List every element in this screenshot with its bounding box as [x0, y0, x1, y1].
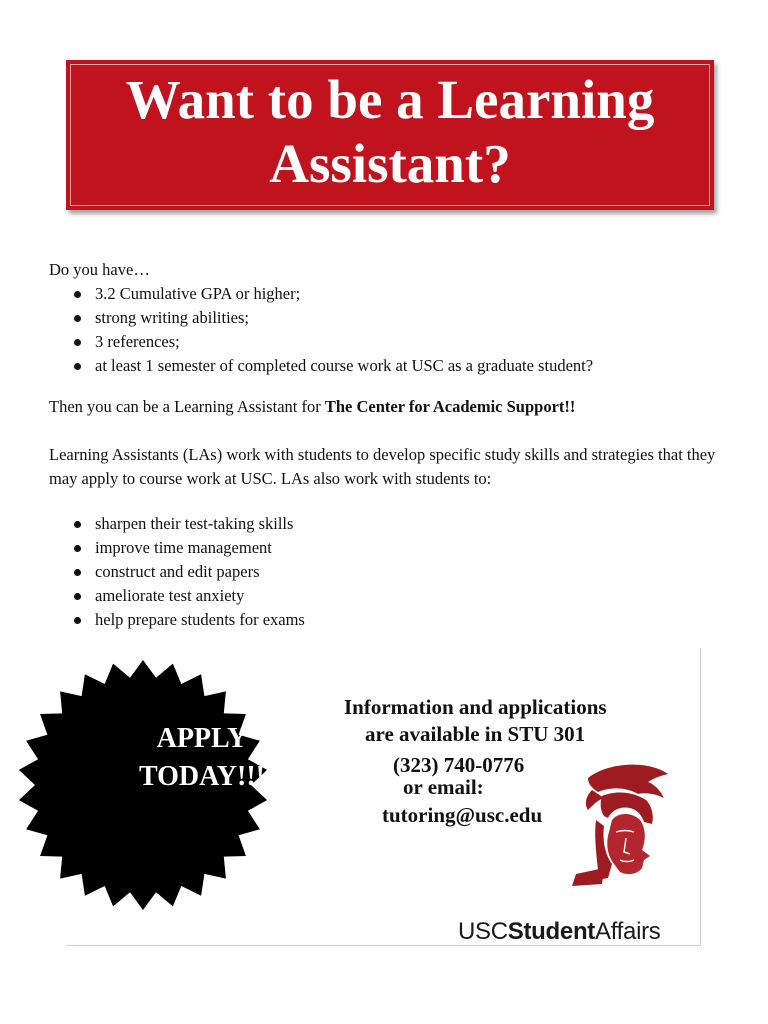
brand-suffix: Affairs	[595, 918, 661, 945]
description-paragraph: Learning Assistants (LAs) work with students to develop specific study skills and strategies that they may apply to course work at USC. LAs also work with students to:	[49, 445, 716, 488]
list-item: 3.2 Cumulative GPA or higher;	[74, 282, 734, 306]
title-line-2: Assistant?	[269, 133, 511, 194]
apply-badge-text	[76, 720, 328, 796]
usc-student-affairs-logo	[458, 918, 661, 946]
then-sentence	[49, 395, 729, 419]
title-banner	[66, 60, 714, 210]
center-name: The Center for Academic Support!!	[324, 397, 576, 416]
list-item: sharpen their test-taking skills	[74, 512, 734, 536]
info-line-2: are available in STU 301	[365, 722, 586, 746]
email-address[interactable]: tutoring@usc.edu	[382, 803, 543, 827]
list-item: ameliorate test anxiety	[74, 584, 734, 608]
then-prefix: Then you can be a Learning Assistant for	[49, 397, 325, 416]
apply-line-2: TODAY!!!	[138, 761, 265, 792]
or-email-label: or email:	[403, 775, 484, 799]
info-line-1: Information and applications	[344, 695, 607, 719]
list-item: help prepare students for exams	[74, 608, 734, 632]
brand-prefix: USC	[458, 918, 508, 945]
list-item: 3 references;	[74, 330, 734, 354]
trojan-head-icon	[568, 760, 678, 890]
intro-text: Do you have…	[49, 260, 150, 279]
brand-bold: Student	[507, 918, 596, 945]
page-title	[126, 68, 655, 196]
apply-line-1: APPLY	[156, 723, 248, 754]
requirements-list	[74, 282, 734, 378]
phone-number: (323) 740-0776	[393, 753, 525, 777]
list-item: strong writing abilities;	[74, 306, 734, 330]
list-item: construct and edit papers	[74, 560, 734, 584]
list-item: improve time management	[74, 536, 734, 560]
title-line-1: Want to be a Learning	[125, 69, 655, 130]
tasks-list	[74, 512, 734, 632]
list-item: at least 1 semester of completed course work at USC as a graduate student?	[74, 354, 734, 378]
